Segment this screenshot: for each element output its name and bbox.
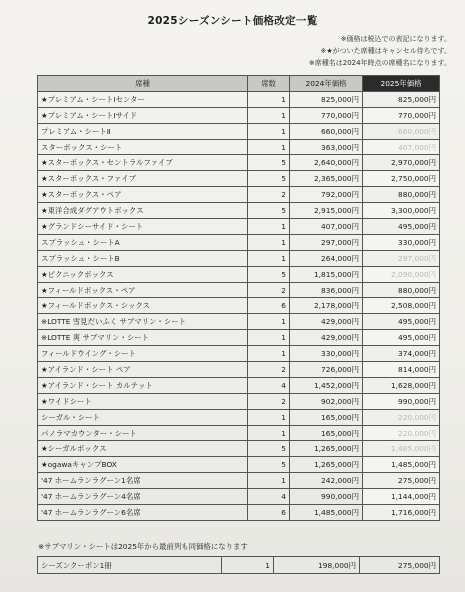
seat-count-cell: 1 [248,425,290,441]
seat-type-cell: スターボックス・シート [38,139,248,155]
price-2025-cell: 220,000円 [363,425,440,441]
seat-type-cell: ★プレミアム・シートⅠセンター [38,91,248,107]
table-row [38,219,440,235]
seat-count-cell: 6 [248,298,290,314]
table-row [38,123,440,139]
table-row [38,457,440,473]
seat-count-cell: 5 [248,457,290,473]
notes-block [309,33,451,69]
price-2025-cell: 2,750,000円 [363,171,440,187]
header-price-2025: 2025年価格 [363,76,440,92]
header-seat-count: 席数 [248,76,290,92]
table-row [38,489,440,505]
price-2025-cell: 407,000円 [363,139,440,155]
seat-count-cell: 1 [248,107,290,123]
seat-count-cell: 5 [248,266,290,282]
table-row [38,441,440,457]
seat-count-cell: 2 [248,393,290,409]
price-2024-cell: 407,000円 [290,219,363,235]
seat-count-cell: 2 [248,282,290,298]
coupon-name: シーズンクーポン1冊 [38,557,222,574]
note-line: ※価格は税込での表記になります。 [340,35,451,43]
price-2025-cell: 814,000円 [363,362,440,378]
seat-type-cell: プレミアム・シートⅡ [38,123,248,139]
price-2024-cell: 825,000円 [290,91,363,107]
table-row [38,425,440,441]
price-2025-cell: 2,970,000円 [363,155,440,171]
seat-type-cell: シーガル・シート [38,409,248,425]
seat-count-cell: 1 [248,139,290,155]
price-2024-cell: 242,000円 [290,473,363,489]
seat-type-cell: ★フィールドボックス・ペア [38,282,248,298]
seat-type-cell: ★アイランド・シート カルテット [38,377,248,393]
price-2024-cell: 165,000円 [290,409,363,425]
seat-count-cell: 2 [248,187,290,203]
seat-type-cell: ※LOTTE 雪見だいふく サブマリン・シート [38,314,248,330]
seat-count-cell: 1 [248,473,290,489]
seat-count-cell: 1 [248,234,290,250]
seat-count-cell: 1 [248,409,290,425]
table-row [38,362,440,378]
seat-count-cell: 1 [248,91,290,107]
table-row [38,409,440,425]
table-row [38,473,440,489]
table-row [38,298,440,314]
seat-type-cell: スプラッシュ・シートB [38,250,248,266]
seat-count-cell: 6 [248,505,290,521]
price-2025-cell: 660,000円 [363,123,440,139]
note-line: ※席種名は2024年時点の席種名になります。 [308,59,451,67]
coupon-row [38,557,440,574]
price-2024-cell: 429,000円 [290,314,363,330]
price-table [37,75,440,521]
price-2024-cell: 1,265,000円 [290,441,363,457]
table-row [38,505,440,521]
seat-count-cell: 5 [248,203,290,219]
price-2025-cell: 990,000円 [363,393,440,409]
price-2025-cell: 275,000円 [363,473,440,489]
header-seat-type: 席種 [38,76,248,92]
seat-count-cell: 5 [248,171,290,187]
seat-type-cell: ★ogawaキャンプBOX [38,457,248,473]
seat-count-cell: 1 [248,219,290,235]
price-2024-cell: 1,485,000円 [290,505,363,521]
price-2025-cell: 880,000円 [363,187,440,203]
coupon-table [37,556,440,574]
price-2025-cell: 1,485,000円 [363,457,440,473]
seat-type-cell: ※LOTTE 爽 サブマリン・シート [38,330,248,346]
price-2025-cell: 770,000円 [363,107,440,123]
price-2025-cell: 1,144,000円 [363,489,440,505]
table-row [38,91,440,107]
table-row [38,330,440,346]
price-2024-cell: 902,000円 [290,393,363,409]
table-row [38,377,440,393]
table-row [38,282,440,298]
seat-type-cell: ★フィールドボックス・シックス [38,298,248,314]
seat-count-cell: 4 [248,377,290,393]
price-2024-cell: 330,000円 [290,346,363,362]
table-row [38,266,440,282]
table-row [38,203,440,219]
seat-type-cell: スプラッシュ・シートA [38,234,248,250]
seat-type-cell: ★グランドシーサイド・シート [38,219,248,235]
price-2024-cell: 2,178,000円 [290,298,363,314]
seat-type-cell: ★プレミアム・シートⅠサイド [38,107,248,123]
price-2024-cell: 660,000円 [290,123,363,139]
coupon-price-2025: 275,000円 [360,557,440,574]
price-2024-cell: 429,000円 [290,330,363,346]
price-2025-cell: 297,000円 [363,250,440,266]
table-row [38,155,440,171]
seat-type-cell: '47 ホームランラグーン1名席 [38,473,248,489]
seat-type-cell: フィールドウイング・シート [38,346,248,362]
seat-type-cell: '47 ホームランラグーン6名席 [38,505,248,521]
price-2025-cell: 3,300,000円 [363,203,440,219]
seat-type-cell: ★スターボックス・ファイブ [38,171,248,187]
seat-type-cell: ★ピクニックボックス [38,266,248,282]
table-row [38,250,440,266]
price-2024-cell: 1,815,000円 [290,266,363,282]
price-2024-cell: 2,365,000円 [290,171,363,187]
table-row [38,139,440,155]
price-2025-cell: 2,508,000円 [363,298,440,314]
header-price-2024: 2024年価格 [290,76,363,92]
price-2025-cell: 1,716,000円 [363,505,440,521]
seat-type-cell: '47 ホームランラグーン4名席 [38,489,248,505]
price-2025-cell: 330,000円 [363,234,440,250]
price-2025-cell: 825,000円 [363,91,440,107]
seat-type-cell: パノラマカウンター・シート [38,425,248,441]
seat-count-cell: 1 [248,346,290,362]
price-2024-cell: 2,915,000円 [290,203,363,219]
table-row [38,107,440,123]
price-2024-cell: 264,000円 [290,250,363,266]
table-row [38,187,440,203]
seat-type-cell: ★東洋合成ダグアウトボックス [38,203,248,219]
price-2025-cell: 495,000円 [363,330,440,346]
seat-count-cell: 4 [248,489,290,505]
price-2024-cell: 1,452,000円 [290,377,363,393]
seat-type-cell: ★スターボックス・セントラルファイブ [38,155,248,171]
seat-count-cell: 5 [248,155,290,171]
coupon-price-2024: 198,000円 [274,557,360,574]
seat-count-cell: 1 [248,330,290,346]
seat-count-cell: 1 [248,250,290,266]
price-2024-cell: 1,265,000円 [290,457,363,473]
seat-count-cell: 2 [248,362,290,378]
table-row [38,346,440,362]
price-2025-cell: 880,000円 [363,282,440,298]
price-2024-cell: 363,000円 [290,139,363,155]
price-2025-cell: 220,000円 [363,409,440,425]
price-2025-cell: 495,000円 [363,314,440,330]
price-2024-cell: 297,000円 [290,234,363,250]
price-2025-cell: 1,485,000円 [363,441,440,457]
note-line: ※★がついた席種はキャンセル待ちです。 [320,47,451,55]
seat-type-cell: ★スターボックス・ペア [38,187,248,203]
coupon-qty: 1 [222,557,274,574]
price-2024-cell: 165,000円 [290,425,363,441]
table-row [38,234,440,250]
price-2025-cell: 1,628,000円 [363,377,440,393]
price-2025-cell: 2,090,000円 [363,266,440,282]
table-header-row [38,76,440,92]
price-2024-cell: 726,000円 [290,362,363,378]
seat-type-cell: ★アイランド・シート ペア [38,362,248,378]
table-row [38,171,440,187]
seat-type-cell: ★ワイドシート [38,393,248,409]
price-2024-cell: 836,000円 [290,282,363,298]
footnote: ※サブマリン・シートは2025年から最前列も同価格になります [38,542,248,551]
price-2024-cell: 990,000円 [290,489,363,505]
price-2024-cell: 2,640,000円 [290,155,363,171]
price-2024-cell: 770,000円 [290,107,363,123]
price-2025-cell: 374,000円 [363,346,440,362]
price-2025-cell: 495,000円 [363,219,440,235]
seat-type-cell: ★シーガルボックス [38,441,248,457]
seat-count-cell: 5 [248,441,290,457]
document-title: 2025シーズンシート価格改定一覧 [147,15,318,27]
seat-count-cell: 1 [248,314,290,330]
table-row [38,393,440,409]
price-2024-cell: 792,000円 [290,187,363,203]
table-row [38,314,440,330]
seat-count-cell: 1 [248,123,290,139]
